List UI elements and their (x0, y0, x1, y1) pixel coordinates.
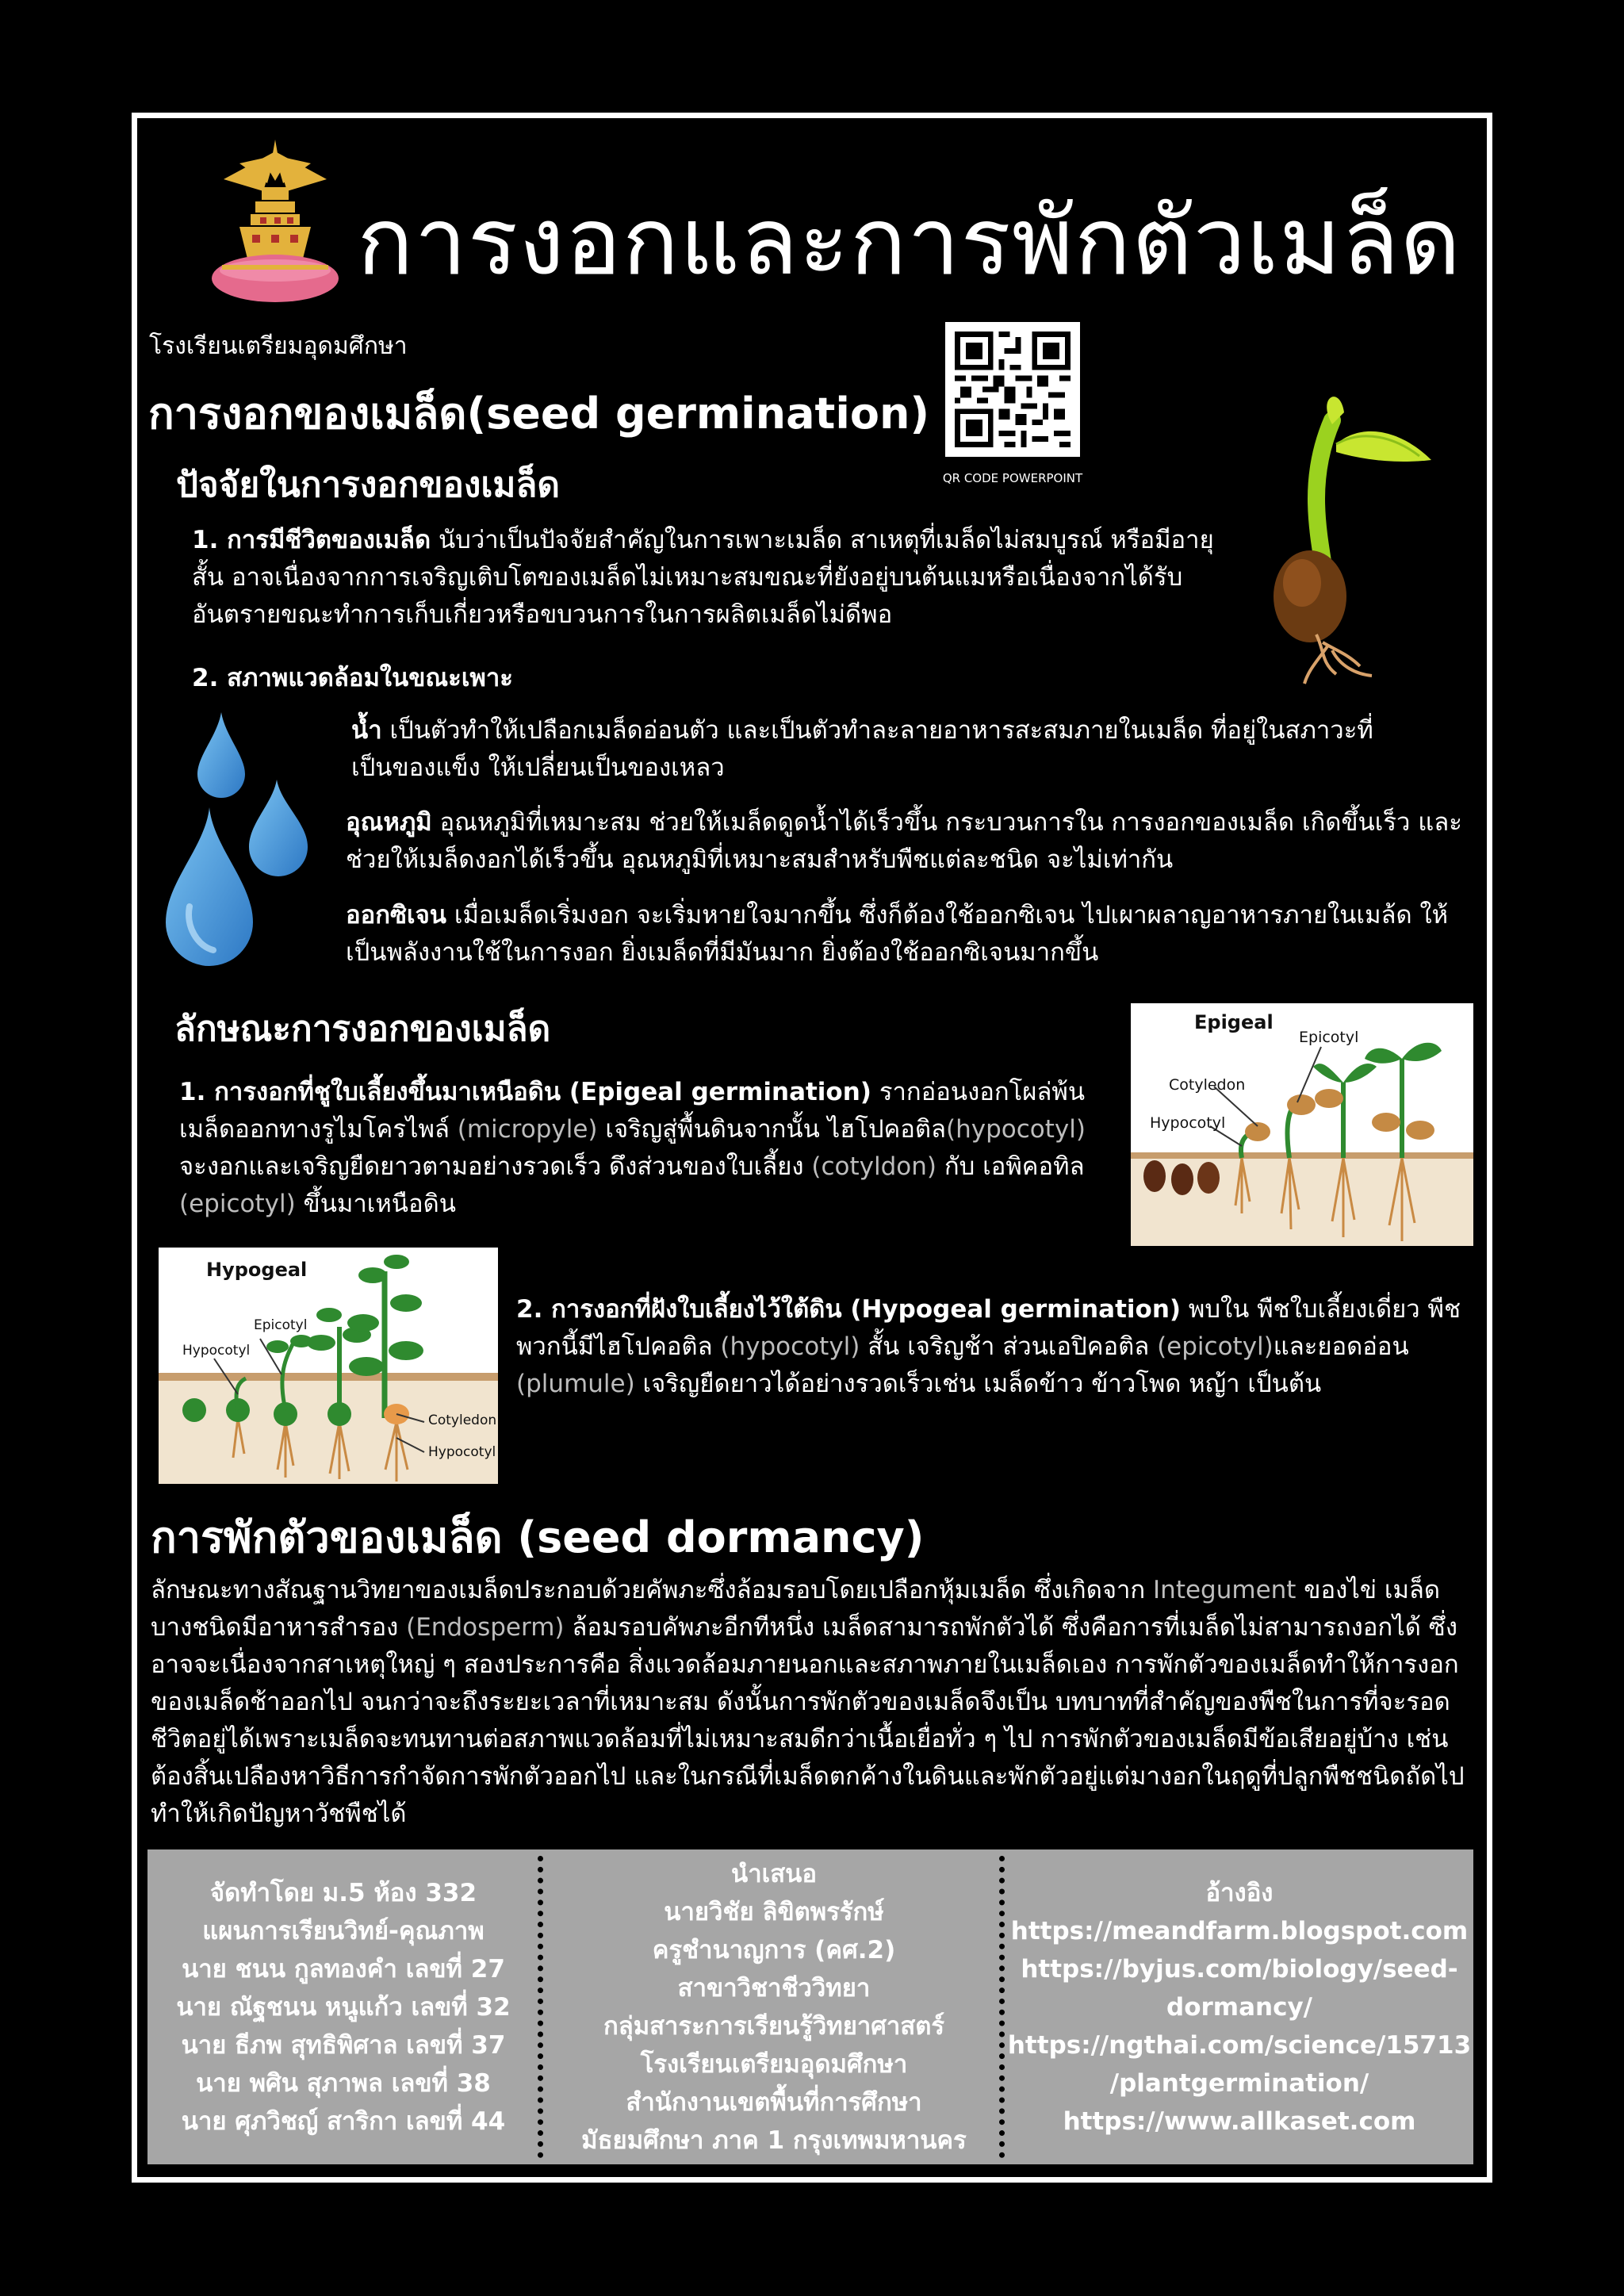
hypogeal-label-hypocotyl: Hypocotyl (182, 1343, 251, 1359)
hypogeal-label-epicotyl: Epicotyl (254, 1317, 308, 1333)
dormancy-paragraph (151, 1572, 1480, 1833)
footer-divider (999, 1856, 1005, 2158)
credits-line: สำนักงานเขตพื้นที่การศึกษา (626, 2087, 922, 2117)
credits-line: นำเสนอ (731, 1859, 817, 1888)
credits-line: นาย ศุภวิชญ์ สาริกา เลขที่ 44 (181, 2106, 506, 2136)
water-paragraph (351, 712, 1382, 787)
credits-references (1005, 1849, 1473, 2164)
credits-line: โรงเรียนเตรียมอุดมศึกษา (640, 2049, 908, 2079)
hypogeal-paragraph (516, 1291, 1468, 1403)
hypogeal-text: เจริญยืดยาวได้อย่างรวดเร็วเช่น เมล็ดข้าว ข้าวโพด หญ้า เป็นต้น (634, 1370, 1322, 1398)
credits-line: /plantgermination/ (1109, 2068, 1369, 2098)
epigeal-term: (epicotyl) (179, 1190, 296, 1218)
hypogeal-term: (plumule) (516, 1370, 635, 1398)
credits-presented-to (544, 1849, 1004, 2164)
epigeal-paragraph (179, 1074, 1107, 1223)
temperature-title: อุณหภูมิ (346, 808, 432, 837)
factor1-title: 1. การมีชีวิตของเมล็ด (192, 526, 431, 554)
hypogeal-text: สั้น เจริญช้า ส่วนเอปิคอติล (860, 1332, 1158, 1361)
credits-line: มัธยมศึกษา ภาค 1 กรุงเทพมหานคร (581, 2125, 967, 2155)
credits-footer (147, 1849, 1473, 2164)
dormancy-term: (Endosperm) (406, 1613, 565, 1642)
germination-heading: การงอกของเมล็ด(seed germination) (148, 389, 930, 439)
footer-divider (538, 1856, 543, 2158)
epigeal-title: 1. การงอกที่ชูใบเลี้ยงขึ้นมาเหนือดิน (Epigeal germination) (179, 1078, 871, 1106)
factor1-text: นับว่าเป็นปัจจัยสำคัญในการเพาะเมล็ด สาเหตุที่เมล็ดไม่สมบูรณ์ หรือมีอายุสั้น อาจเนื่องจากการเจริญเติบโตของเมล็ดไม่เหมาะสมขณะที่ยังอยู่บนต้นแมหรือเนื่องจากได้รับอันตรายขณะทำการเก็บเกี่ยวหรือขบวนการในการผลิตเมล็ดไม่ดีพอ (192, 526, 1214, 629)
epigeal-label-epicotyl: Epicotyl (1299, 1029, 1359, 1046)
dormancy-text: ลักษณะทางสัณฐานวิทยาของเมล็ดประกอบด้วยคัพภะซึ่งล้อมรอบโดยเปลือกหุ้มเมล็ด ซึ่งเกิดจาก (151, 1576, 1154, 1604)
epigeal-text: เจริญสู่พื้นดินจากนั้น ไฮโปคอติล (597, 1115, 946, 1144)
epigeal-term: (hypocotyl) (945, 1115, 1086, 1144)
hypogeal-title: 2. การงอกที่ฝังใบเลี้ยงไว้ใต้ดิน (Hypogeal germination) (516, 1295, 1182, 1324)
factor1-paragraph (192, 522, 1223, 634)
qr-code[interactable] (945, 322, 1080, 457)
seedling-illustration (1261, 389, 1443, 690)
credits-line: นาย ธีภพ สุทธิพิศาล เลขที่ 37 (181, 2030, 506, 2060)
credits-line: นาย ชนน กูลทองคำ เลขที่ 27 (182, 1954, 505, 1984)
dormancy-text: ของไข่ เมล็ดบางชนิดมีอาหารสำรอง (151, 1576, 1441, 1642)
poster-title: การงอกและการพักตัวเมล็ด (357, 186, 1462, 296)
credits-line: dormancy/ (1166, 1992, 1312, 2022)
hypogeal-label-hypocotyl-2: Hypocotyl (428, 1444, 496, 1460)
epigeal-text: กับ เอพิคอทิล (936, 1152, 1085, 1181)
epigeal-text: ขึ้นมาเหนือดิน (295, 1190, 456, 1218)
hypogeal-term: (epicotyl) (1157, 1332, 1274, 1361)
credits-line: https://meandfarm.blogspot.com (1010, 1916, 1469, 1945)
epigeal-label-hypocotyl: Hypocotyl (1150, 1114, 1226, 1132)
hypogeal-diagram (159, 1248, 498, 1484)
germination-types-heading: ลักษณะการงอกของเมล็ด (174, 1009, 551, 1049)
temperature-text: อุณหภูมิที่เหมาะสม ช่วยให้เมล็ดดูดน้ำได้เร็วขึ้น กระบวนการใน การงอกของเมล็ด เกิดขึ้นเร็ว และช่วยให้เมล็ดงอกได้เร็วขึ้น อุณหภูมิที่เหมาะสมสำหรับพืชแต่ละชนิด จะไม่เท่ากัน (346, 808, 1462, 874)
oxygen-paragraph (346, 897, 1488, 972)
credits-line: https://byjus.com/biology/seed- (1021, 1954, 1458, 1984)
credits-line: จัดทำโดย ม.5 ห้อง 332 (209, 1878, 477, 1907)
oxygen-text: เมื่อเมล็ดเริ่มงอก จะเริ่มหายใจมากขึ้น ซึ่งก็ต้องใช้ออกซิเจน ไปเผาผลาญอาหารภายในเมล้ด ให้เป็นพลังงานใช้ในการงอก ยิ่งเมล็ดที่มีมันมาก ยิ่งต้องใช้ออกซิเจนมากขึ้น (346, 901, 1449, 967)
credits-line: ครูชำนาญการ (คศ.2) (652, 1935, 896, 1964)
school-emblem-logo (208, 140, 343, 308)
credits-line: นาย พศิน สุภาพล เลขที่ 38 (196, 2068, 491, 2098)
hypogeal-label-cotyledon: Cotyledon (428, 1412, 497, 1428)
credits-line: อ้างอิง (1205, 1878, 1274, 1907)
qr-caption: QR CODE POWERPOINT (942, 471, 1083, 485)
hypogeal-text: พบใน พืชใบเลี้ยงเดี่ยว พืชพวกนี้มีไฮโปคอติล (516, 1295, 1461, 1361)
epigeal-figure-title: Epigeal (1194, 1011, 1274, 1033)
oxygen-title: ออกซิเจน (346, 901, 446, 930)
temperature-paragraph (346, 804, 1488, 879)
credits-line: https://www.allkaset.com (1063, 2106, 1416, 2136)
school-name: โรงเรียนเตรียมอุดมศึกษา (149, 332, 408, 360)
credits-line: แผนการเรียนวิทย์-คุณภาพ (202, 1916, 485, 1945)
credits-authors (147, 1849, 539, 2164)
epigeal-text: รากอ่อนงอกโผล่พ้นเมล็ดออกทางรูไมโครไพล์ (179, 1078, 1086, 1144)
epigeal-label-cotyledon: Cotyledon (1169, 1076, 1246, 1094)
epigeal-text: จะงอกและเจริญยืดยาวตามอย่างรวดเร็ว ดึงส่วนของใบเลี้ยง (179, 1152, 812, 1181)
water-text: เป็นตัวทำให้เปลือกเมล็ดอ่อนตัว และเป็นตัวทำละลายอาหารสะสมภายในเมล็ด ที่อยู่ในสภาวะที่เป็นของแข็ง ให้เปลี่ยนเป็นของเหลว (351, 716, 1373, 782)
hypogeal-term: (hypocotyl) (720, 1332, 860, 1361)
hypogeal-figure-title: Hypogeal (206, 1259, 308, 1281)
credits-line: สาขาวิชาชีววิทยา (677, 1973, 871, 2003)
dormancy-term: Integument (1153, 1576, 1297, 1604)
hypogeal-text: และยอดอ่อน (1273, 1332, 1409, 1361)
factor2-heading: 2. สภาพแวดล้อมในขณะเพาะ (192, 664, 513, 692)
credits-line: นาย ณัฐชนน หนูแก้ว เลขที่ 32 (176, 1992, 511, 2022)
credits-line: กลุ่มสาระการเรียนรู้วิทยาศาสตร์ (603, 2011, 945, 2041)
dormancy-text: ล้อมรอบคัพภะอีกทีหนึ่ง เมล็ดสามารถพักตัวได้ ซึ่งคือการที่เมล็ดไม่สามารถงอกได้ ซึ่งอาจจะเนื่องจากสาเหตุใหญ่ ๆ สองประการคือ สิ่งแวดล้อมภายนอกและสภาพภายในเมล็ดเอง การพักตัวของเมล็ดทำให้การงอกของเมล็ดช้าออกไป จนกว่าจะถึงระยะเวลาที่เหมาะสม ดังนั้นการพักตัวของเมล็ดจึงเป็น บทบาทที่สำคัญของพืชในการที่จะรอดชีวิตอยู่ได้เพราะเมล็ดจะทนทานต่อสภาพแวดล้อมที่ไม่เหมาะสมดีกว่าเนื้อเยื่อทั่ว ๆ ไป การพักตัวของเมล็ดมีข้อเสียอยู่บ้าง เช่น ต้องสิ้นเปลืองหาวิธีการกำจัดการพักตัวออกไป และในกรณีที่เมล็ดตกค้างในดินและพักตัวอยู่แต่มางอกในฤดูที่ปลูกพืชชนิดถัดไปทำให้เกิดปัญหาวัชพืชได้ (151, 1613, 1465, 1828)
factors-heading: ปัจจัยในการงอกของเมล็ด (176, 465, 560, 505)
epigeal-diagram (1131, 1003, 1473, 1246)
epigeal-term: (micropyle) (457, 1115, 598, 1144)
water-title: น้ำ (351, 716, 382, 745)
epigeal-term: (cotyldon) (811, 1152, 936, 1181)
water-drops-illustration (162, 712, 320, 974)
credits-line: นายวิชัย ลิขิตพรรักษ์ (664, 1897, 884, 1926)
credits-line: https://ngthai.com/science/15713 (1007, 2030, 1472, 2060)
dormancy-heading: การพักตัวของเมล็ด (seed dormancy) (151, 1512, 925, 1562)
